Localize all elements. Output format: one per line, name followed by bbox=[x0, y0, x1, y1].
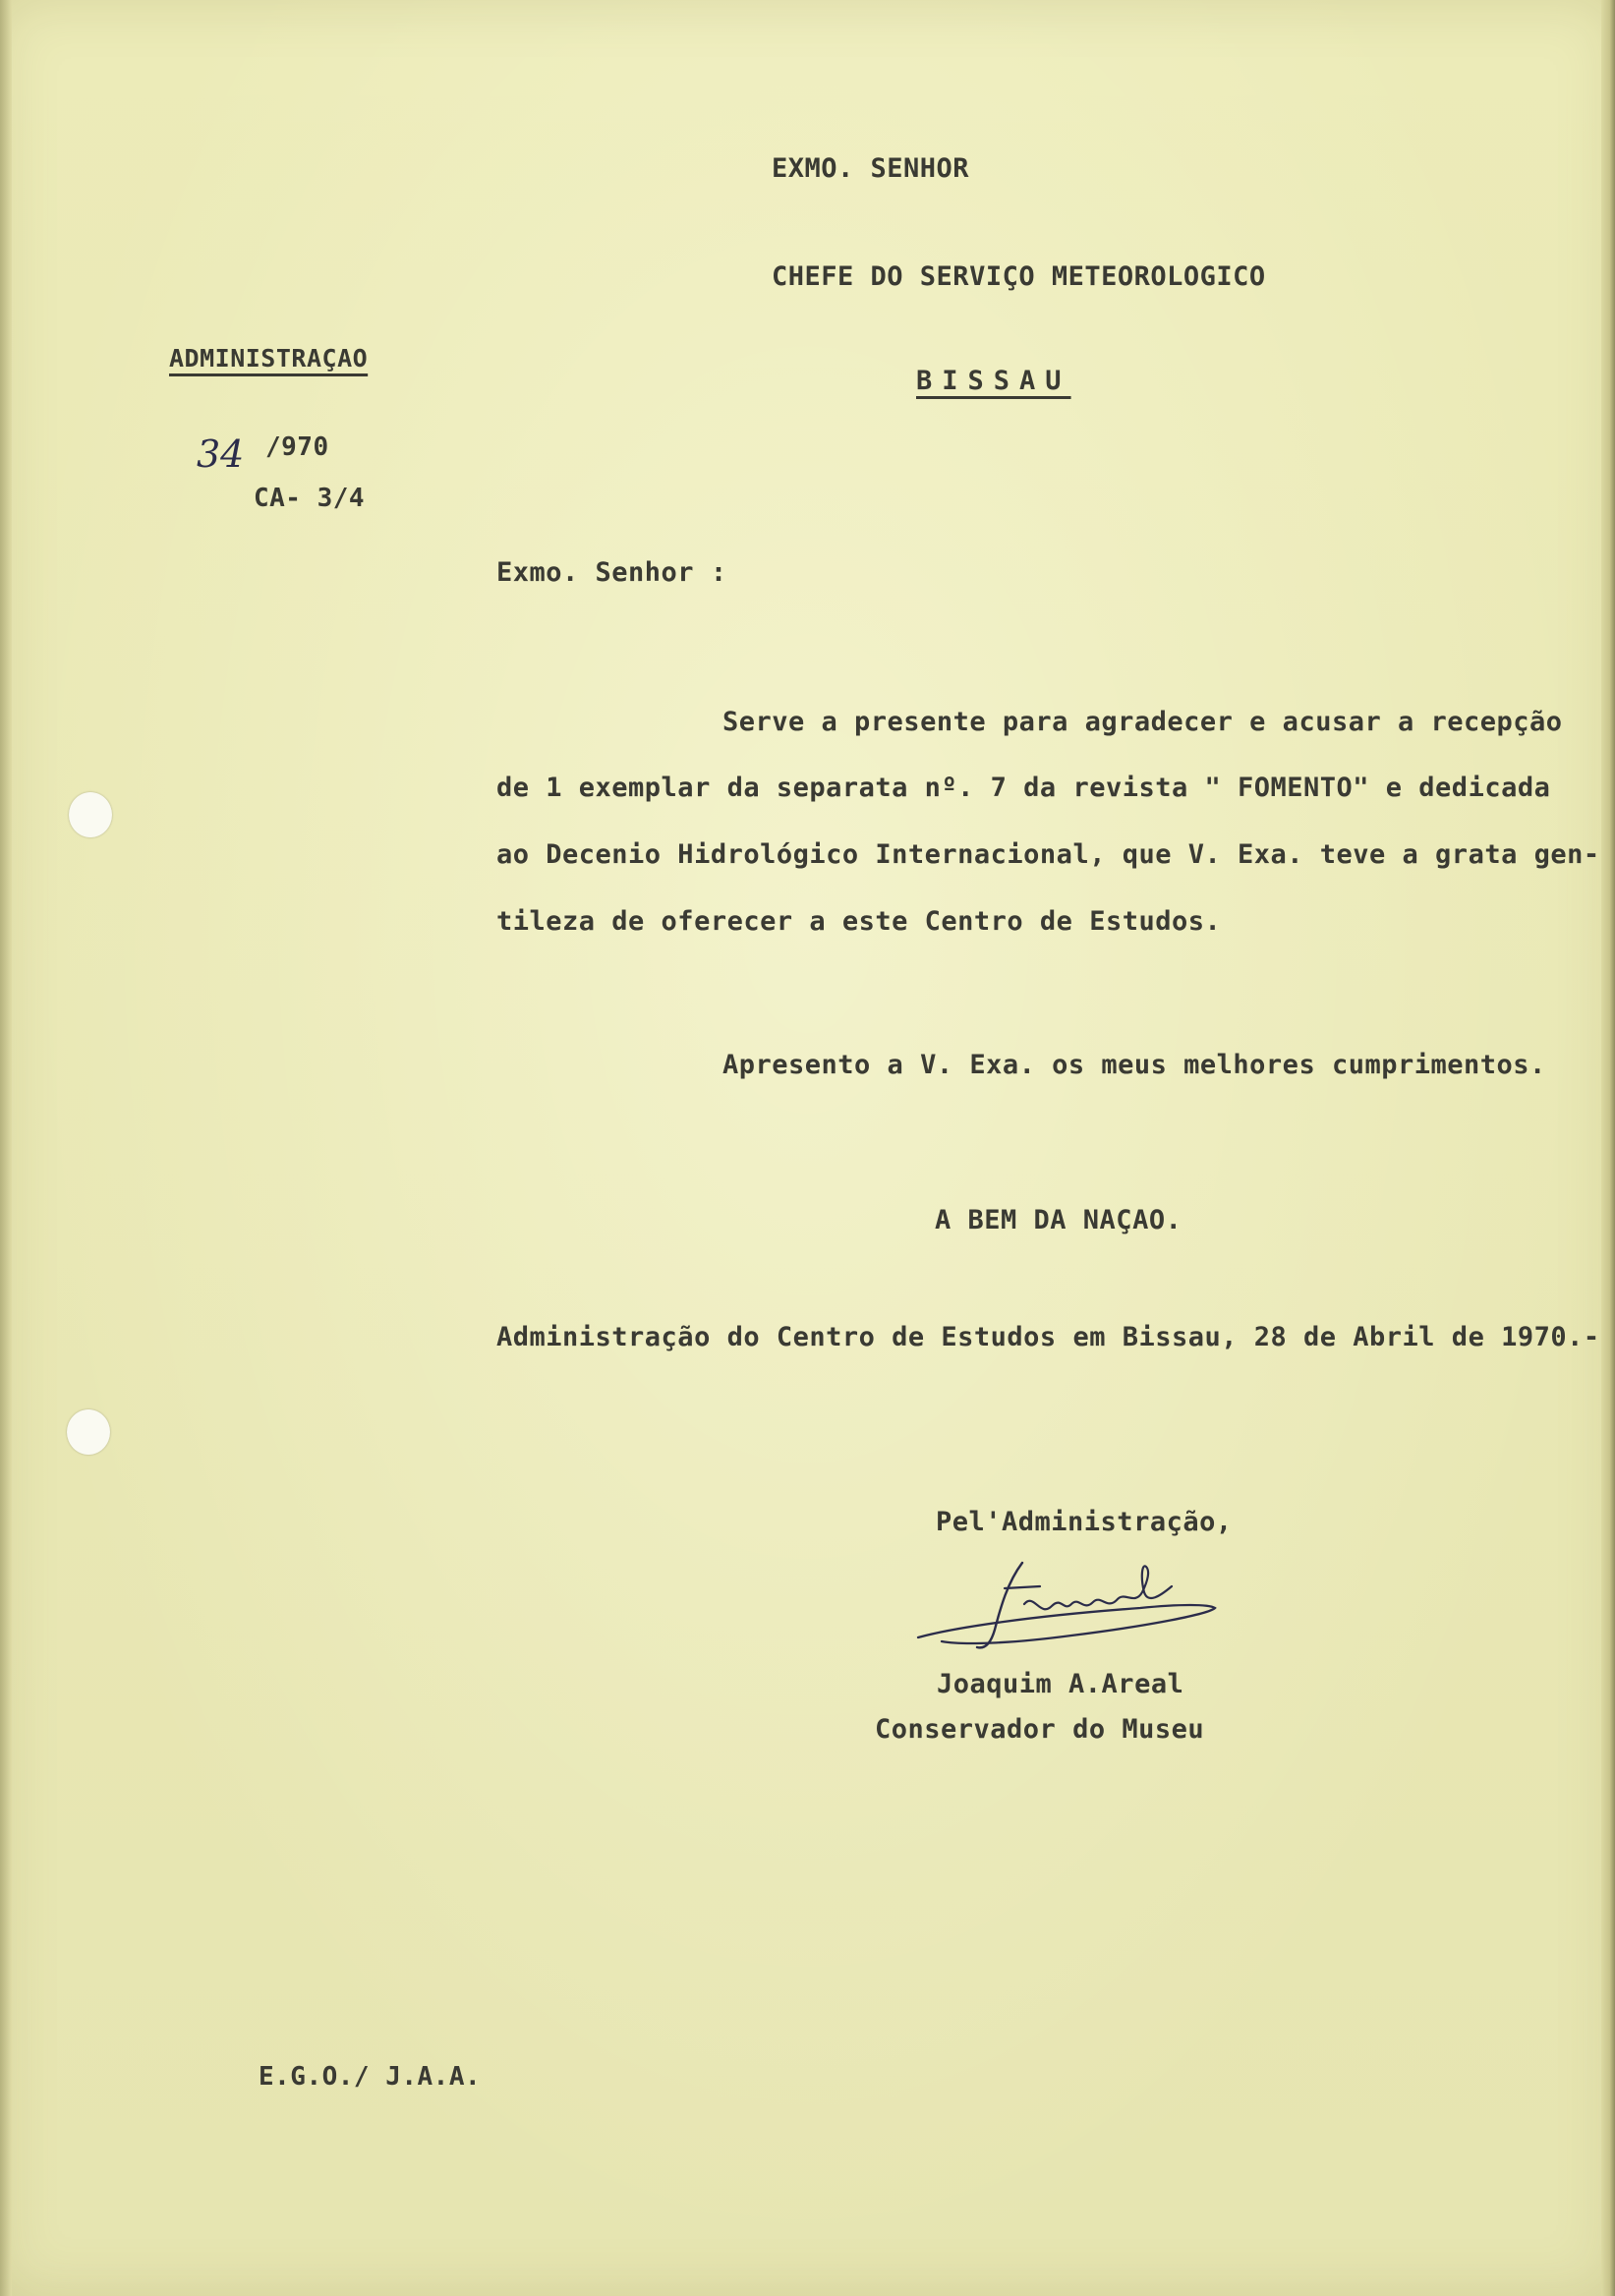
reference-year: /970 bbox=[265, 432, 329, 462]
body-line-1: Serve a presente para agradecer e acusar a recepção bbox=[722, 707, 1563, 737]
page-left-edge bbox=[0, 0, 12, 2296]
addressee-line-1: EXMO. SENHOR bbox=[772, 153, 970, 184]
signatory-title: Conservador do Museu bbox=[875, 1714, 1205, 1745]
typist-reference: E.G.O./ J.A.A. bbox=[259, 2062, 482, 2092]
closing-line: Apresento a V. Exa. os meus melhores cumprimentos. bbox=[722, 1050, 1546, 1080]
motto: A BEM DA NAÇAO. bbox=[935, 1205, 1182, 1235]
body-line-4: tileza de oferecer a este Centro de Estudos. bbox=[496, 906, 1222, 937]
department-heading: ADMINISTRAÇAO bbox=[169, 344, 369, 373]
punch-hole-top bbox=[69, 792, 112, 837]
handwritten-reference-number: 34 bbox=[197, 432, 245, 476]
punch-hole-bottom bbox=[67, 1409, 110, 1455]
body-line-2: de 1 exemplar da separata nº. 7 da revista " FOMENTO" e dedicada bbox=[496, 773, 1551, 803]
addressee-city: BISSAU bbox=[916, 366, 1071, 396]
signature-scrawl bbox=[914, 1553, 1219, 1661]
page-right-edge bbox=[1601, 0, 1615, 2296]
on-behalf-line: Pel'Administração, bbox=[936, 1507, 1233, 1537]
addressee-line-2: CHEFE DO SERVIÇO METEOROLOGICO bbox=[772, 261, 1266, 292]
body-line-3: ao Decenio Hidrológico Internacional, que V. Exa. teve a grata gen- bbox=[496, 839, 1600, 870]
signatory-name: Joaquim A.Areal bbox=[937, 1669, 1184, 1699]
salutation: Exmo. Senhor : bbox=[496, 557, 727, 588]
classification-code: CA- 3/4 bbox=[254, 484, 366, 513]
place-and-date: Administração do Centro de Estudos em Bissau, 28 de Abril de 1970.- bbox=[496, 1322, 1600, 1352]
